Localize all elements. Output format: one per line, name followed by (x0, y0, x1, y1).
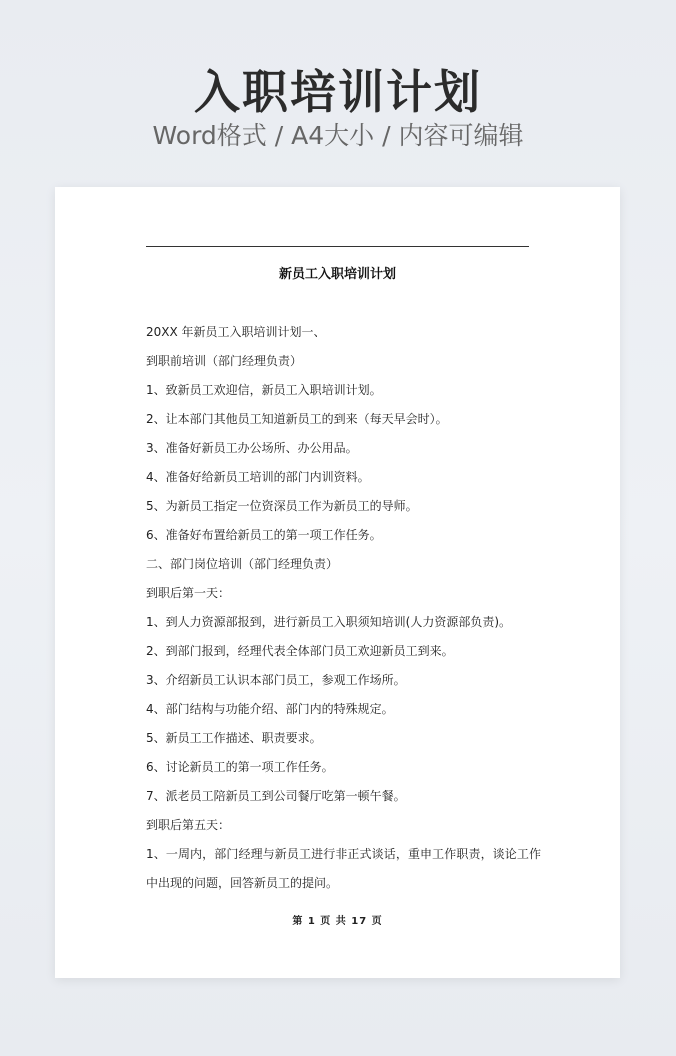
paragraph: 6、讨论新员工的第一项工作任务。 (146, 760, 334, 774)
page-subtitle: Word格式 / A4大小 / 内容可编辑 (152, 121, 524, 150)
paragraph: 2、到部门报到，经理代表全体部门员工欢迎新员工到来。 (146, 644, 454, 658)
paragraph: 到职后第五天： (146, 818, 231, 832)
paragraph: 二、部门岗位培训（部门经理负责） (146, 557, 339, 571)
paragraph: 1、到人力资源部报到，进行新员工入职须知培训(人力资源部负责)。 (146, 615, 512, 629)
page-number: 第 1 页 共 17 页 (292, 916, 383, 927)
header-divider (146, 246, 529, 247)
paragraph: 1、致新员工欢迎信，新员工入职培训计划。 (146, 383, 382, 397)
paragraph: 到职前培训（部门经理负责） (146, 354, 303, 368)
paragraph: 4、部门结构与功能介绍、部门内的特殊规定。 (146, 702, 394, 716)
document-body (146, 322, 541, 898)
paragraph: 7、派老员工陪新员工到公司餐厅吃第一顿午餐。 (146, 789, 406, 803)
paragraph: 2、让本部门其他员工知道新员工的到来（每天早会时）。 (146, 412, 448, 426)
paragraph: 5、为新员工指定一位资深员工作为新员工的导师。 (146, 499, 418, 513)
paragraph: 6、准备好布置给新员工的第一项工作任务。 (146, 528, 382, 542)
page-title: 入职培训计划 (194, 65, 482, 119)
paragraph: 5、新员工工作描述、职责要求。 (146, 731, 322, 745)
paragraph: 20XX 年新员工入职培训计划一、 (146, 325, 326, 339)
document-title: 新员工入职培训计划 (278, 267, 396, 282)
paragraph: 3、准备好新员工办公场所、办公用品。 (146, 441, 358, 455)
paragraph: 1、一周内，部门经理与新员工进行非正式谈话，重申工作职责，谈论工作中出现的问题，回答新员工的提问。 (146, 847, 541, 890)
paragraph: 4、准备好给新员工培训的部门内训资料。 (146, 470, 370, 484)
paragraph: 到职后第一天： (146, 586, 231, 600)
document-page (55, 187, 620, 978)
paragraph: 3、介绍新员工认识本部门员工，参观工作场所。 (146, 673, 406, 687)
